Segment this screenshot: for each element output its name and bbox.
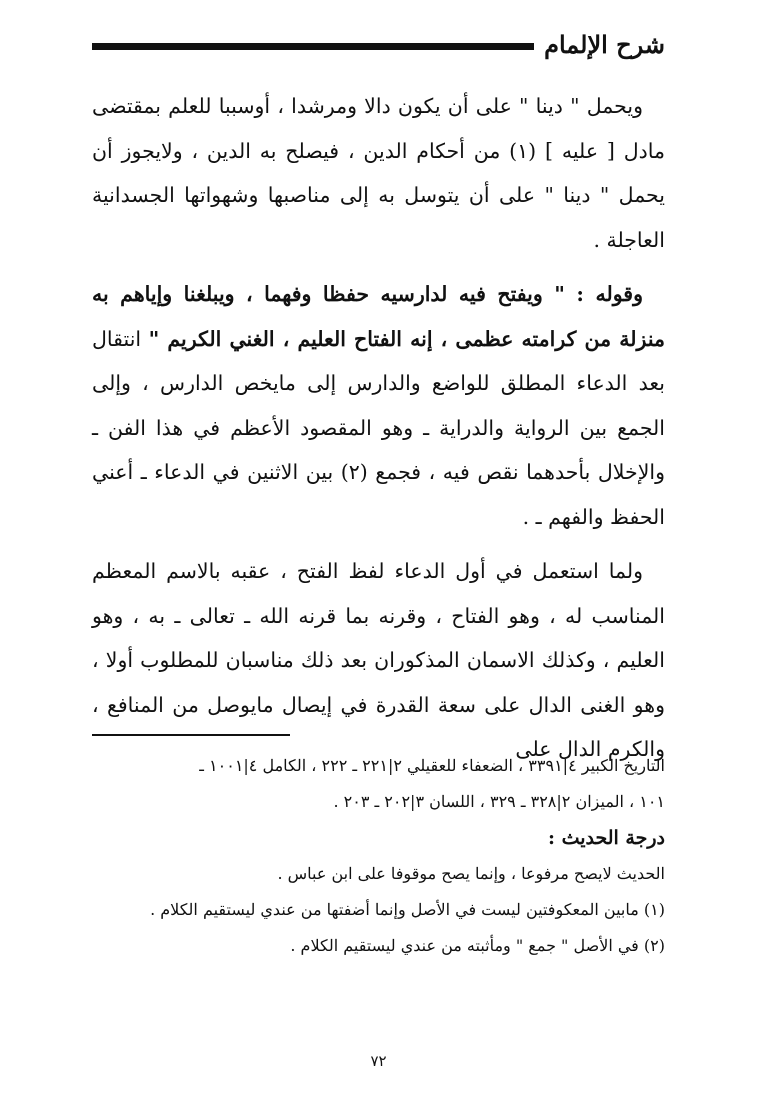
- page-number: ٧٢: [370, 1052, 387, 1070]
- hadith-grade-heading: درجة الحديث :: [547, 827, 665, 849]
- footnote-1: (١) مابين المعكوفتين ليست في الأصل وإنما أضفتها من عندي ليستقيم الكلام .: [150, 900, 665, 919]
- running-header: [92, 22, 665, 66]
- paragraph-1-text: ويحمل " دينا " على أن يكون دالا ومرشدا ، أوسببا للعلم بمقتضى مادل [ عليه ] (١) من أحكام الدين ، فيصلح به الدين ، ولايجوز أن يحمل " دينا " على أن يتوسل به إلى مناصبها وشهواتها الجسدانية العاجلة .: [92, 94, 665, 252]
- hadith-grade-text: الحديث لايصح مرفوعا ، وإنما يصح موقوفا على ابن عباس .: [277, 864, 665, 883]
- paragraph-2-quote: وقوله : " ويفتح فيه لدارسيه حفظا وفهما ، ويبلغنا وإياهم به منزلة من كرامته عظمى ، إنه الفتاح العليم ، الغني الكريم ": [92, 282, 665, 351]
- footnote-source-line-1: التاريخ الكبير ٤|٣٣٩١ ، الضعفاء للعقيلي ٢|٢٢١ ـ ٢٢٢ ، الكامل ٤|١٠٠١ ـ: [199, 756, 665, 775]
- header-rule: [92, 43, 534, 50]
- paragraph-1: [92, 84, 665, 262]
- paragraph-2: [92, 272, 665, 539]
- footnote-source-line-2: ١٠١ ، الميزان ٢|٣٢٨ ـ ٣٢٩ ، اللسان ٣|٢٠٢ ـ ٢٠٣ .: [333, 792, 665, 811]
- paragraph-3-text: ولما استعمل في أول الدعاء لفظ الفتح ، عقبه بالاسم المعظم المناسب له ، وهو الفتاح ، وقرنه بما قرنه الله ـ تعالى ـ به ، وهو العليم ، وكذلك الاسمان المذكوران بعد ذلك مناسبان للمطلوب أولا ، وهو الغنى الدال على سعة القدرة في إيصال مايوصل من المنافع ، والكرم الدال على: [92, 559, 665, 761]
- footnote-2: (٢) في الأصل " جمع " ومأثبته من عندي ليستقيم الكلام .: [290, 936, 665, 955]
- main-text: [92, 84, 665, 782]
- paragraph-3: [92, 549, 665, 772]
- paragraph-2-text: انتقال بعد الدعاء المطلق للواضع والدارس إلى مايخص الدارس ، وإلى الجمع بين الرواية والدراية ـ وهو المقصود الأعظم في هذا الفن ـ والإخلال بأحدهما نقص فيه ، فجمع (٢) بين الاثنين في الدعاء ـ أعني الحفظ والفهم ـ .: [92, 326, 665, 529]
- header-title: شرح الإلمام: [544, 29, 665, 59]
- footnotes: [92, 748, 665, 964]
- footnote-separator: [92, 734, 290, 736]
